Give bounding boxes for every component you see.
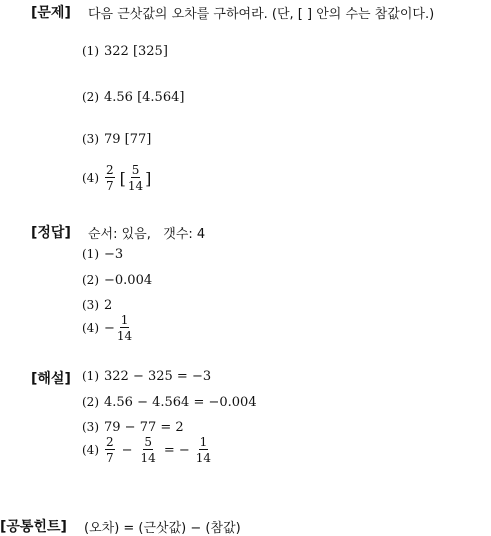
answer-tag: [정답] (31, 225, 71, 241)
item-text: 79 − 77 = 2 (104, 420, 184, 435)
answer-fraction: $\frac{1}{14}$ (116, 313, 133, 343)
item-text: 322 [325] (104, 44, 168, 59)
explanation-item-2 (82, 395, 257, 410)
problem-item-3 (82, 132, 151, 147)
item-label: (1) (82, 44, 99, 58)
problem-tag: [문제] (31, 5, 71, 21)
problem-item-2 (82, 90, 184, 105)
item-label: (4) (82, 443, 99, 457)
explanation-tag: [해설] (31, 371, 71, 387)
explanation-item-3 (82, 420, 184, 435)
item-label: (2) (82, 90, 99, 104)
answer-item-4 (82, 314, 134, 342)
item-text: 2 (104, 298, 113, 313)
item-label: (2) (82, 273, 99, 287)
item-text: 4.56 [4.564] (104, 90, 185, 105)
item-label: (1) (82, 369, 99, 383)
item-label: (4) (82, 171, 99, 185)
item-label: (4) (82, 321, 99, 335)
answer-item-3 (82, 298, 112, 313)
item-text: 4.56 − 4.564 = −0.004 (104, 395, 257, 410)
problem-item-1 (82, 44, 168, 59)
fraction-a: 2 7 (106, 435, 114, 465)
answer-item-1 (82, 247, 123, 262)
item-text: 79 [77] (104, 132, 152, 147)
answer-item-2 (82, 273, 152, 288)
approx-fraction: 2 7 (106, 163, 114, 193)
problem-item-4 (82, 164, 151, 192)
item-label: (3) (82, 132, 99, 146)
item-label: (2) (82, 395, 99, 409)
item-text: −0.004 (104, 273, 153, 288)
open-bracket: [ (119, 168, 126, 188)
explanation-item-4 (82, 436, 213, 464)
close-bracket: ] (145, 168, 152, 188)
item-label: (3) (82, 420, 99, 434)
item-text: −3 (104, 247, 124, 262)
item-label: (3) (82, 298, 99, 312)
minus-sign: − (121, 442, 133, 458)
true-fraction: 5 14 (127, 163, 144, 193)
equals-minus: = − (163, 442, 190, 458)
minus-sign: − (104, 320, 115, 336)
problem-text: 다음 근삿값의 오차를 구하여라. (단, [ ] 안의 수는 참값이다.) (88, 7, 435, 22)
fraction-b: $\frac{5}{14}$ (140, 435, 156, 465)
item-text: 322 − 325 = −3 (104, 369, 212, 384)
hint-text: (오차) = (근삿값) − (참값) (84, 521, 241, 536)
hint-tag: [공통힌트] (0, 519, 67, 535)
answer-text: 순서: 있음, 갯수: 4 (88, 227, 206, 242)
explanation-item-1 (82, 369, 211, 384)
fraction-c: $\frac{1}{14}$ (195, 435, 212, 465)
item-label: (1) (82, 247, 99, 261)
